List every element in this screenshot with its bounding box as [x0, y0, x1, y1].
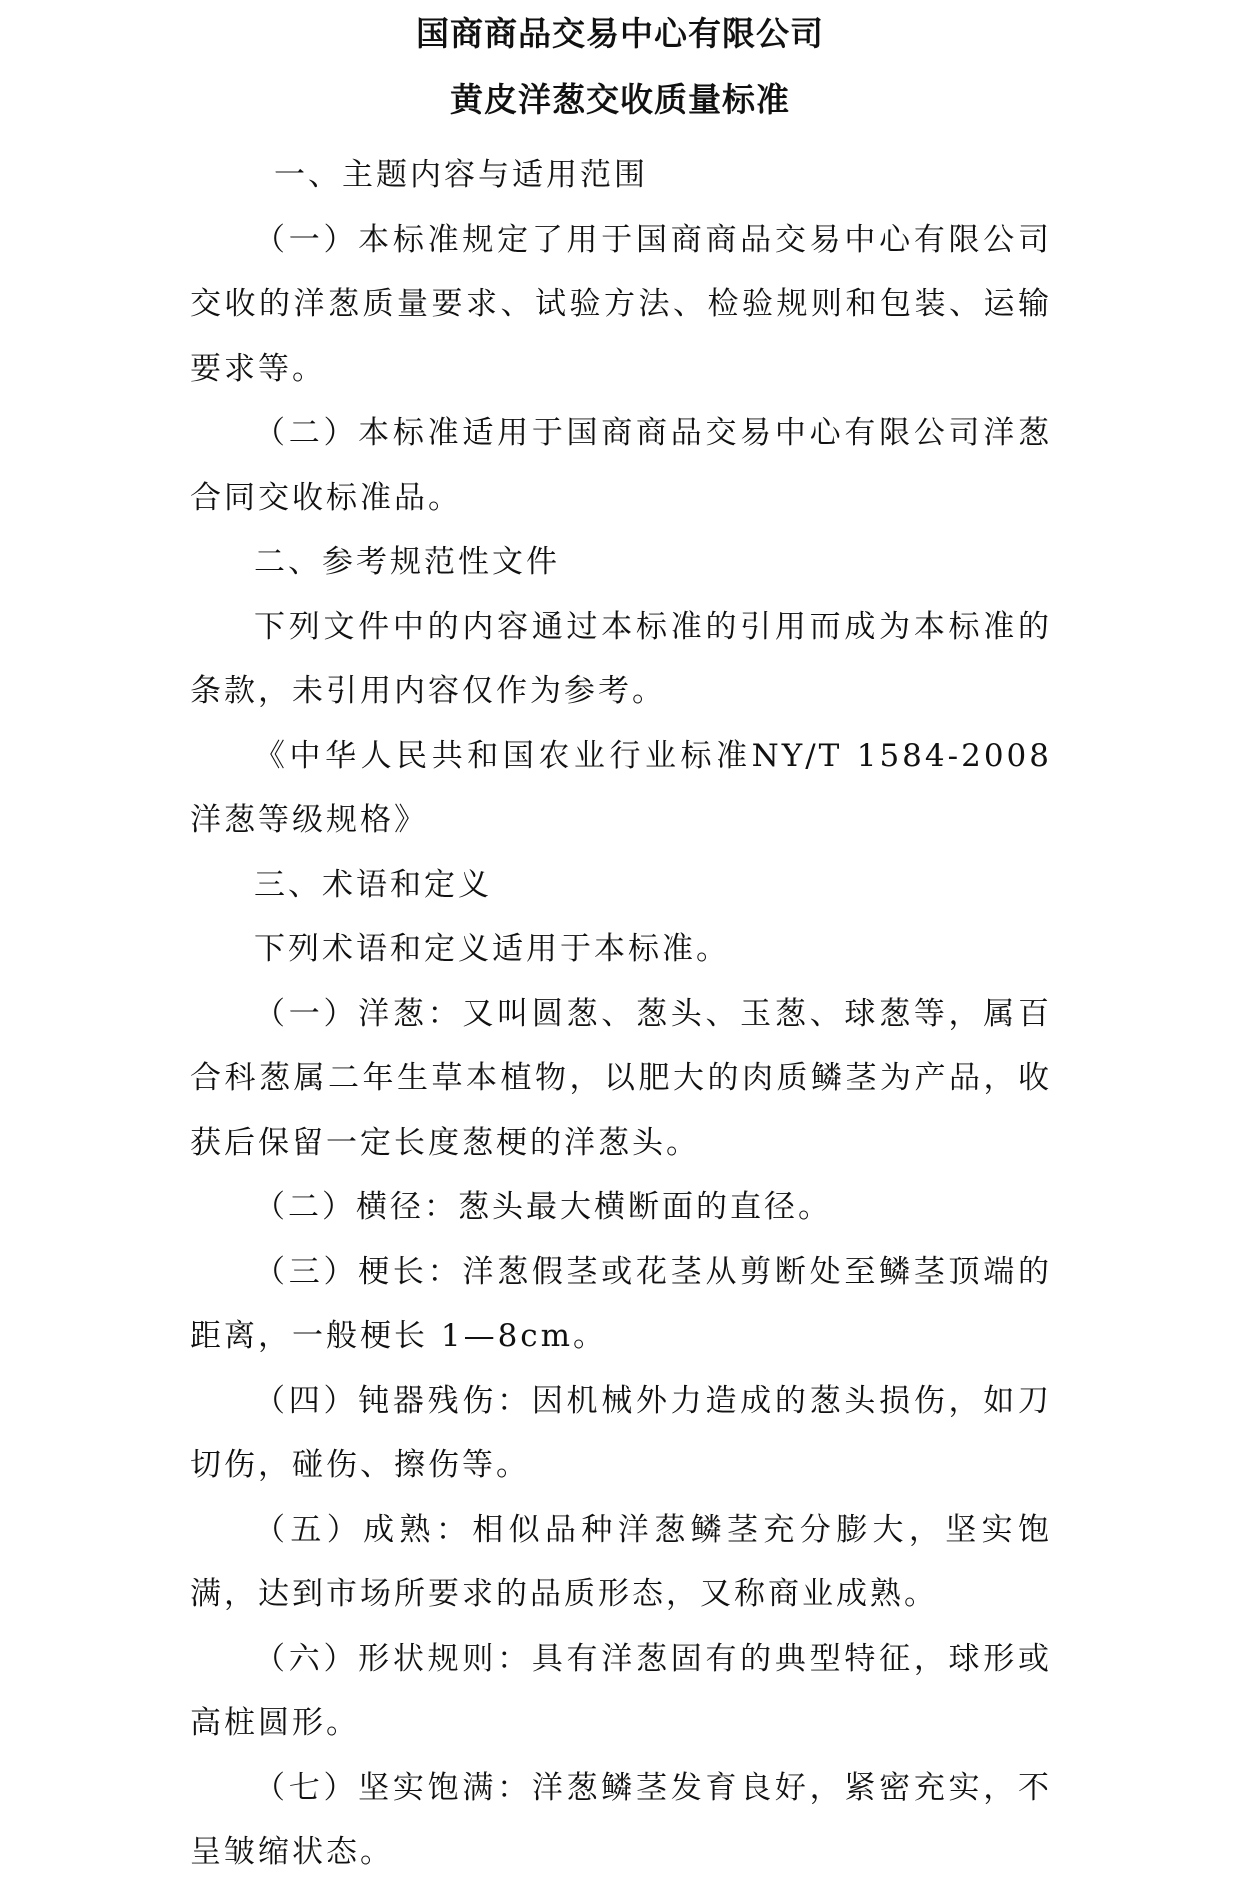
section-1-paragraph-2: （二）本标准适用于国商商品交易中心有限公司洋葱合同交收标准品。 [190, 415, 1052, 516]
section-3-heading: 三、术语和定义 [254, 866, 492, 903]
section-1-paragraph-1: （一）本标准规定了用于国商商品交易中心有限公司交收的洋葱质量要求、试验方法、检验规则和包装、运输要求等。 [190, 221, 1052, 387]
section-1-heading: 一、主题内容与适用范围 [274, 157, 648, 193]
document-body [190, 143, 1052, 1885]
section-2-paragraph-1: 下列文件中的内容通过本标准的引用而成为本标准的条款，未引用内容仅作为参考。 [190, 608, 1052, 709]
section-3-intro: 下列术语和定义适用于本标准。 [254, 931, 730, 967]
definition-item: （二）横径：葱头最大横断面的直径。 [254, 1189, 832, 1225]
definition-item: （五）成熟：相似品种洋葱鳞茎充分膨大，坚实饱满，达到市场所要求的品质形态，又称商业成熟。 [190, 1511, 1052, 1612]
definition-item: （三）梗长：洋葱假茎或花茎从剪断处至鳞茎顶端的距离，一般梗长 1—8cm。 [190, 1253, 1052, 1354]
definition-item: （四）钝器残伤：因机械外力造成的葱头损伤，如刀切伤，碰伤、擦伤等。 [190, 1382, 1052, 1483]
section-2-heading: 二、参考规范性文件 [254, 544, 560, 580]
definition-item: （七）坚实饱满：洋葱鳞茎发育良好，紧密充实，不呈皱缩状态。 [190, 1769, 1052, 1870]
document-title-company: 国商商品交易中心有限公司 [416, 14, 824, 53]
definition-item: （一）洋葱：又叫圆葱、葱头、玉葱、球葱等，属百合科葱属二年生草本植物，以肥大的肉质鳞茎为产品，收获后保留一定长度葱梗的洋葱头。 [190, 995, 1052, 1161]
definition-item: （六）形状规则：具有洋葱固有的典型特征，球形或高桩圆形。 [190, 1640, 1052, 1741]
section-2-reference: 《中华人民共和国农业行业标准NY/T 1584-2008 洋葱等级规格》 [190, 737, 1052, 838]
document-title-standard: 黄皮洋葱交收质量标准 [450, 80, 790, 119]
